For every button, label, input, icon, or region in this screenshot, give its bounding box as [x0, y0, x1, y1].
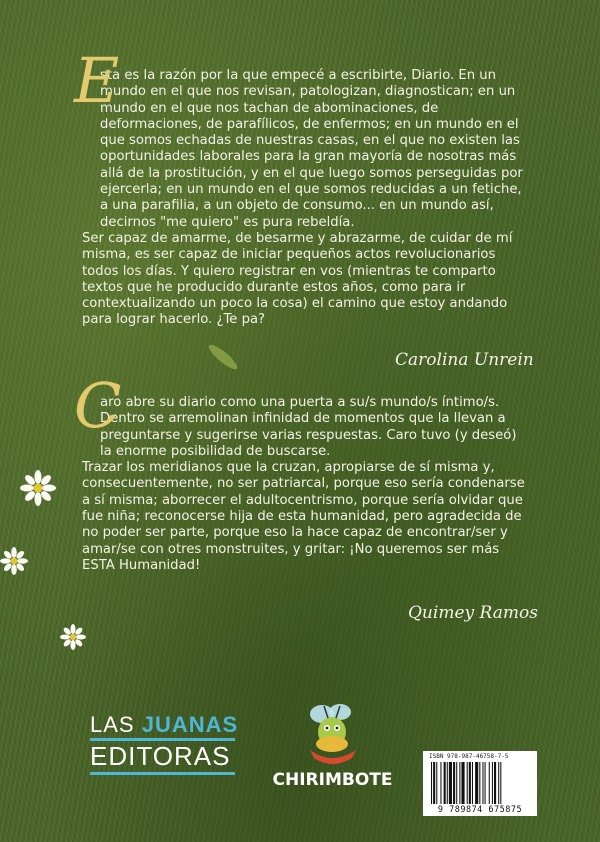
paragraph-1-first-line: sta es la razón por la que empecé a escribirte, Diario. En un: [100, 68, 497, 83]
daisy-icon: [60, 624, 86, 650]
daisy-icon: [0, 543, 28, 579]
isbn-number: 9 789874 675875: [437, 805, 523, 815]
text-block-quimey: [74, 369, 527, 574]
leaf-decoration: [206, 342, 240, 373]
chirimbote-logo: [270, 700, 395, 790]
signature-quimey: Quimey Ramos: [408, 603, 538, 623]
paragraph-2: Ser capaz de amarme, de besarme y abrazarme, de cuidar de mí misma, es ser capaz de iniciar pequeños actos revolucionarios todos los días. Y quiero registrar en vos (mientras te comparto textos que he producido durante estos años, como para ir contextualizando un poco la cosa) el camino que estoy andando para lograr hacerlo. ¿Te pa?: [82, 230, 513, 328]
paragraph-3-first-line: aro abre su diario como una puerta a su/s mundo/s íntimo/s.: [100, 395, 500, 410]
logo-editoras: EDITORAS: [90, 741, 231, 771]
logo-juanas: JUANAS: [141, 712, 239, 737]
bug-mascot-icon: [270, 700, 395, 768]
isbn-label: ISBN 978-987-46758-7-5: [429, 753, 509, 760]
chirimbote-wordmark: CHIRIMBOTE: [272, 770, 393, 790]
paragraph-1: mundo en el que nos revisan, patologizan, diagnostican; en un mundo en el que nos tachan de abominaciones, de deformaciones, de parafílicos, de enfermos; en un mundo en el que somos echadas de nuestras casas, en el que no existen las oportunidades laborales para la gran mayoría de nosotras más allá de la prostitución, y en el que luego somos perseguidas por ejercerla; en un mundo en el que somos reducidas a un fetiche, a una parafilia, a un objeto de consumo... en un mundo así, decirnos "me quiero" es pura rebeldía.: [100, 84, 523, 230]
logo-las: LAS: [90, 712, 142, 737]
isbn-barcode: [423, 751, 537, 816]
dropcap-e: E: [74, 44, 120, 117]
logo-line-1: [90, 712, 238, 738]
las-juanas-logo: [90, 712, 238, 775]
barcode-bars: [431, 762, 531, 804]
text-block-carolina: [74, 44, 527, 329]
daisy-icon: [20, 470, 56, 506]
logo-divider-bottom: [90, 772, 235, 775]
signature-carolina: Carolina Unrein: [395, 350, 534, 370]
paragraph-4: Trazar los meridianos que la cruzan, apropiarse de sí misma y, consecuentemente, no ser patriarcal, porque eso sería condenarse a sí misma; aborrecer el adultocentrismo, porque sería olvidar que fue niña; reconocerse hija de esta humanidad, pero agradecida de no poder ser parte, porque eso la hace capaz de encontrar/ser y amar/se con otres monstruites, y gritar: ¡No queremos ser más ESTA Humanidad!: [82, 460, 525, 573]
paragraph-3: Dentro se arremolinan infinidad de momentos que la llevan a preguntarse y sugerirse varias respuestas. Caro tuvo (y deseó) la enorme posibilidad de buscarse.: [100, 411, 517, 459]
dropcap-c: C: [74, 369, 122, 442]
